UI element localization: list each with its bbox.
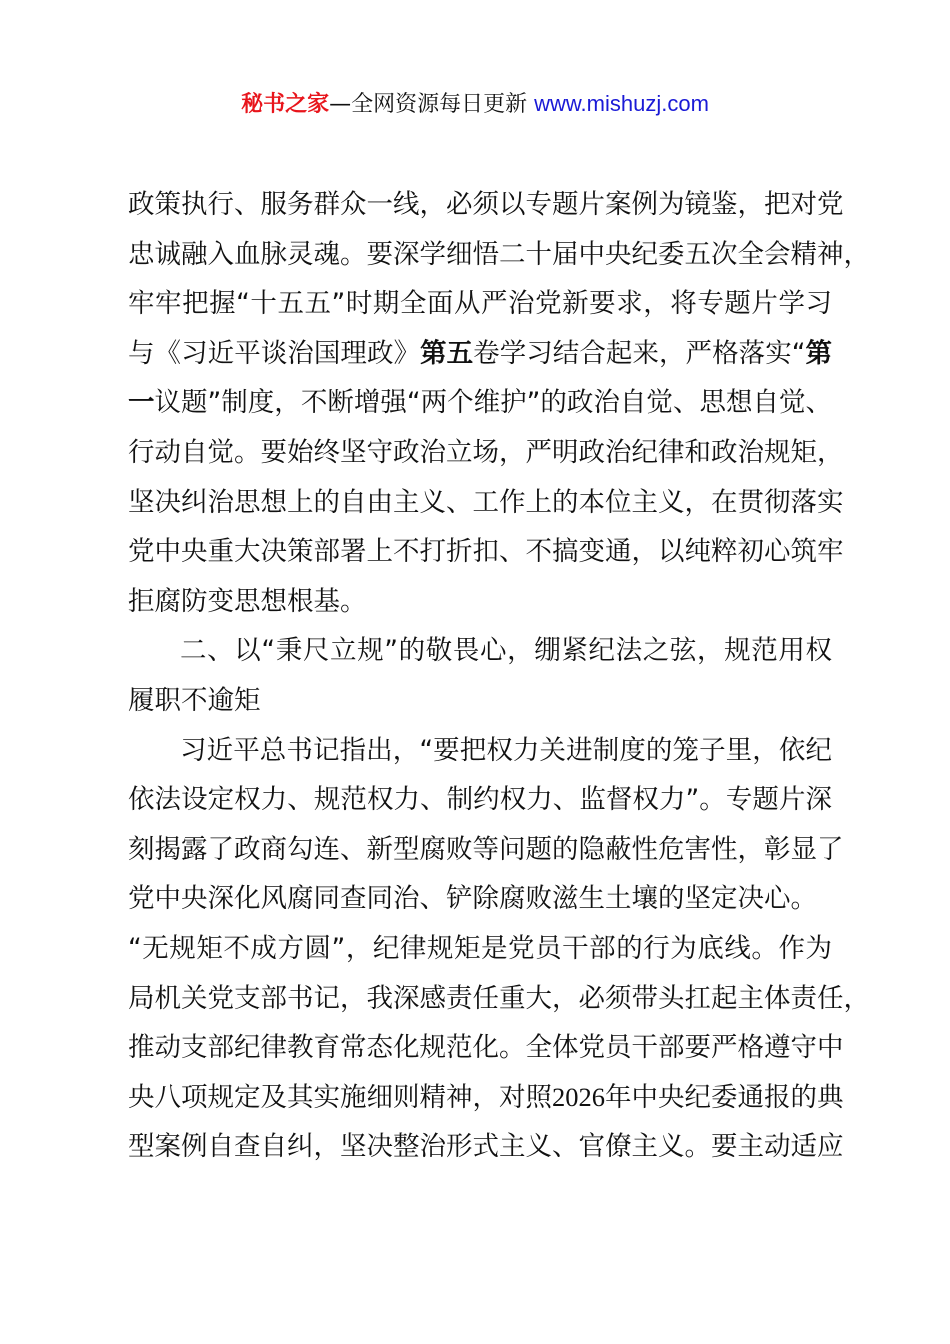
text-line: 依法设定权力、规范权力、制约权力、监督权力”。专题片深	[128, 784, 832, 816]
text-line: 党中央深化风腐同查同治、铲除腐败滋生土壤的坚定决心。	[128, 883, 817, 915]
text-segment: 央八项规定及其实施细则精神，对照	[128, 1081, 552, 1113]
text-segment: 卷学习结合起来，严格落实“	[473, 337, 806, 369]
text-line: 忠诚融入血脉灵魂。要深学细悟二十届中央纪委五次全会精神，	[128, 238, 870, 270]
text-line: 刻揭露了政商勾连、新型腐败等问题的隐蔽性危害性，彰显了	[128, 833, 844, 865]
text-line	[128, 329, 832, 379]
document-body	[128, 180, 870, 1172]
page-header	[0, 88, 950, 121]
text-line	[128, 1073, 844, 1123]
text-line: 坚决纠治思想上的自由主义、工作上的本位主义，在贯彻落实	[128, 486, 844, 518]
text-line: 拒腐防变思想根基。	[128, 585, 367, 617]
brand-name: 秘书之家	[241, 92, 330, 117]
section-heading-continued: 履职不逾矩	[128, 684, 261, 716]
text-segment: 与《习近平谈治国理政》	[128, 337, 421, 369]
year-number: 2026	[552, 1081, 605, 1112]
text-line: 牢牢把握“十五五”时期全面从严治党新要求，将专题片学习	[128, 288, 832, 320]
text-segment: 年中央纪委通报的典	[605, 1081, 844, 1113]
section-heading: 二、以“秉尺立规”的敬畏心，绷紧纪法之弦，规范用权	[180, 635, 832, 667]
text-segment: 议题”制度，不断增强“两个维护”的政治自觉、思想自觉、	[154, 387, 833, 419]
site-link[interactable]: www.mishuzj.com	[534, 91, 709, 116]
bold-text: 第	[805, 337, 833, 369]
text-line: 局机关党支部书记，我深感责任重大，必须带头扛起主体责任，	[128, 982, 870, 1014]
bold-text: 第五	[420, 337, 474, 369]
text-line: 行动自觉。要始终坚守政治立场，严明政治纪律和政治规矩，	[128, 436, 844, 468]
text-line: 推动支部纪律教育常态化规范化。全体党员干部要严格遵守中	[128, 1032, 844, 1064]
text-line: 党中央重大决策部署上不打折扣、不搞变通，以纯粹初心筑牢	[128, 536, 844, 568]
bold-text: 一	[128, 387, 155, 419]
text-line: 政策执行、服务群众一线，必须以专题片案例为镜鉴，把对党	[128, 189, 844, 220]
text-line	[128, 378, 832, 428]
text-line: 习近平总书记指出，“要把权力关进制度的笼子里，依纪	[180, 734, 832, 766]
header-slogan: —全网资源每日更新	[329, 92, 535, 117]
text-line: “无规矩不成方圆”，纪律规矩是党员干部的行为底线。作为	[128, 932, 832, 964]
text-line: 型案例自查自纠，坚决整治形式主义、官僚主义。要主动适应	[128, 1131, 844, 1163]
